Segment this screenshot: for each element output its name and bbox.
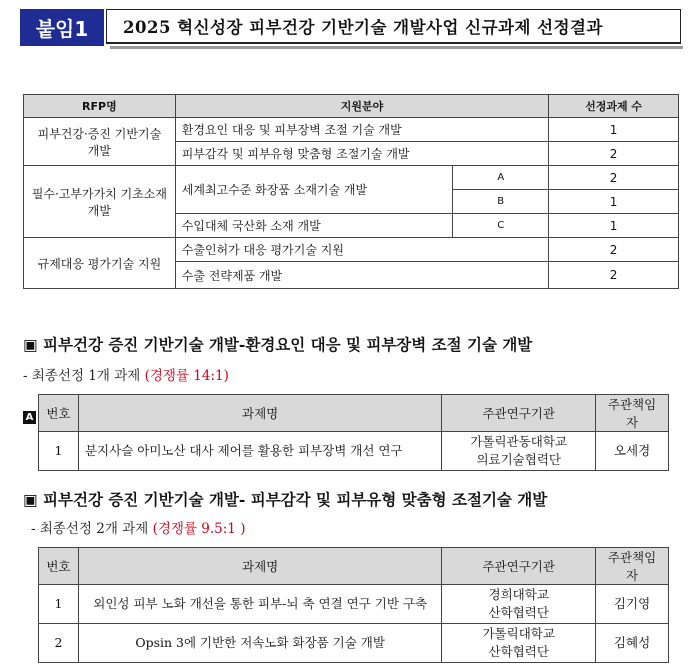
section1-summary — [23, 364, 229, 384]
section1-competition: (경쟁률 14:1) — [144, 368, 229, 384]
header-no: 번호 — [39, 548, 79, 585]
support-field: 세계최고수준 화장품 소재기술 개발 — [175, 166, 453, 214]
table-row — [39, 585, 669, 624]
institution-unit: 의료기술협력단 — [476, 452, 561, 467]
support-field: 피부감각 및 피부유형 맞춤형 조절기술 개발 — [175, 142, 548, 166]
table-row — [24, 166, 679, 190]
sub-category: A — [453, 166, 549, 190]
selected-count: 2 — [549, 262, 679, 289]
rfp-name: 규제대응 평가기술 지원 — [24, 238, 176, 289]
project-lead: 김기영 — [596, 585, 669, 624]
section1-summary-text: - 최종선정 1개 과제 — [23, 368, 141, 384]
table-row — [24, 118, 679, 142]
rfp-header-row — [24, 95, 679, 118]
project-institution — [442, 624, 596, 663]
selected-count: 2 — [549, 166, 679, 190]
section2-table — [38, 547, 669, 663]
selected-count: 1 — [549, 118, 679, 142]
selected-count: 1 — [549, 190, 679, 214]
header-institution: 주관연구기관 — [442, 395, 596, 432]
project-name: 분지사슬 아미노산 대사 제어를 활용한 피부장벽 개선 연구 — [78, 432, 441, 471]
header-institution: 주관연구기관 — [442, 548, 596, 585]
institution-name: 가톨릭대학교 — [482, 625, 555, 641]
institution-name: 가톨릭관동대학교 — [470, 433, 567, 449]
section1-heading: ▣ 피부건강 증진 기반기술 개발-환경요인 대응 및 피부장벽 조절 기술 개발 — [23, 335, 533, 354]
institution-name: 경희대학교 — [488, 586, 549, 602]
institution-unit: 산학협력단 — [488, 605, 549, 620]
rfp-header-count: 선정과제 수 — [549, 95, 679, 118]
rfp-name: 피부건강·증진 기반기술 개발 — [24, 118, 176, 166]
support-field: 수출 전략제품 개발 — [175, 262, 548, 289]
table-row — [24, 238, 679, 262]
attachment-badge: 붙임1 — [20, 9, 104, 46]
project-no: 1 — [39, 432, 79, 471]
project-no: 2 — [39, 624, 79, 663]
sub-category: B — [453, 190, 549, 214]
rfp-header-name: RFP명 — [24, 95, 176, 118]
section2-summary — [31, 517, 245, 537]
marker-a: A — [23, 411, 36, 424]
header-project: 과제명 — [78, 395, 441, 432]
rfp-header-field: 지원분야 — [175, 95, 548, 118]
sub-category: C — [453, 214, 549, 238]
selected-count: 2 — [549, 238, 679, 262]
support-field: 수출인허가 대응 평가기술 지원 — [175, 238, 548, 262]
section2-summary-text: - 최종선정 2개 과제 — [31, 521, 149, 537]
header-no: 번호 — [39, 395, 79, 432]
rfp-table — [23, 94, 679, 289]
title-shadow — [110, 46, 683, 49]
table-row — [39, 624, 669, 663]
project-header-row — [39, 548, 669, 585]
section1-table — [38, 394, 669, 471]
table-row — [39, 432, 669, 471]
project-lead: 오세경 — [596, 432, 669, 471]
project-institution — [442, 585, 596, 624]
header-project: 과제명 — [78, 548, 441, 585]
project-no: 1 — [39, 585, 79, 624]
project-institution — [442, 432, 596, 471]
section2-competition: (경쟁률 9.5:1 ) — [152, 521, 246, 537]
support-field: 수입대체 국산화 소재 개발 — [175, 214, 453, 238]
project-header-row — [39, 395, 669, 432]
project-name: Opsin 3에 기반한 저속노화 화장품 기술 개발 — [78, 624, 441, 663]
rfp-name: 필수·고부가가치 기초소재 개발 — [24, 166, 176, 238]
header-lead: 주관책임자 — [596, 548, 669, 585]
project-name: 외인성 피부 노화 개선을 통한 피부-뇌 축 연결 연구 기반 구축 — [78, 585, 441, 624]
support-field: 환경요인 대응 및 피부장벽 조절 기술 개발 — [175, 118, 548, 142]
header-lead: 주관책임자 — [596, 395, 669, 432]
document-title: 2025 혁신성장 피부건강 기반기술 개발사업 신규과제 선정결과 — [106, 9, 681, 44]
institution-unit: 산학협력단 — [488, 644, 549, 659]
section2-heading: ▣ 피부건강 증진 기반기술 개발- 피부감각 및 피부유형 맞춤형 조절기술 개발 — [23, 490, 548, 509]
selected-count: 2 — [549, 142, 679, 166]
project-lead: 김혜성 — [596, 624, 669, 663]
selected-count: 1 — [549, 214, 679, 238]
